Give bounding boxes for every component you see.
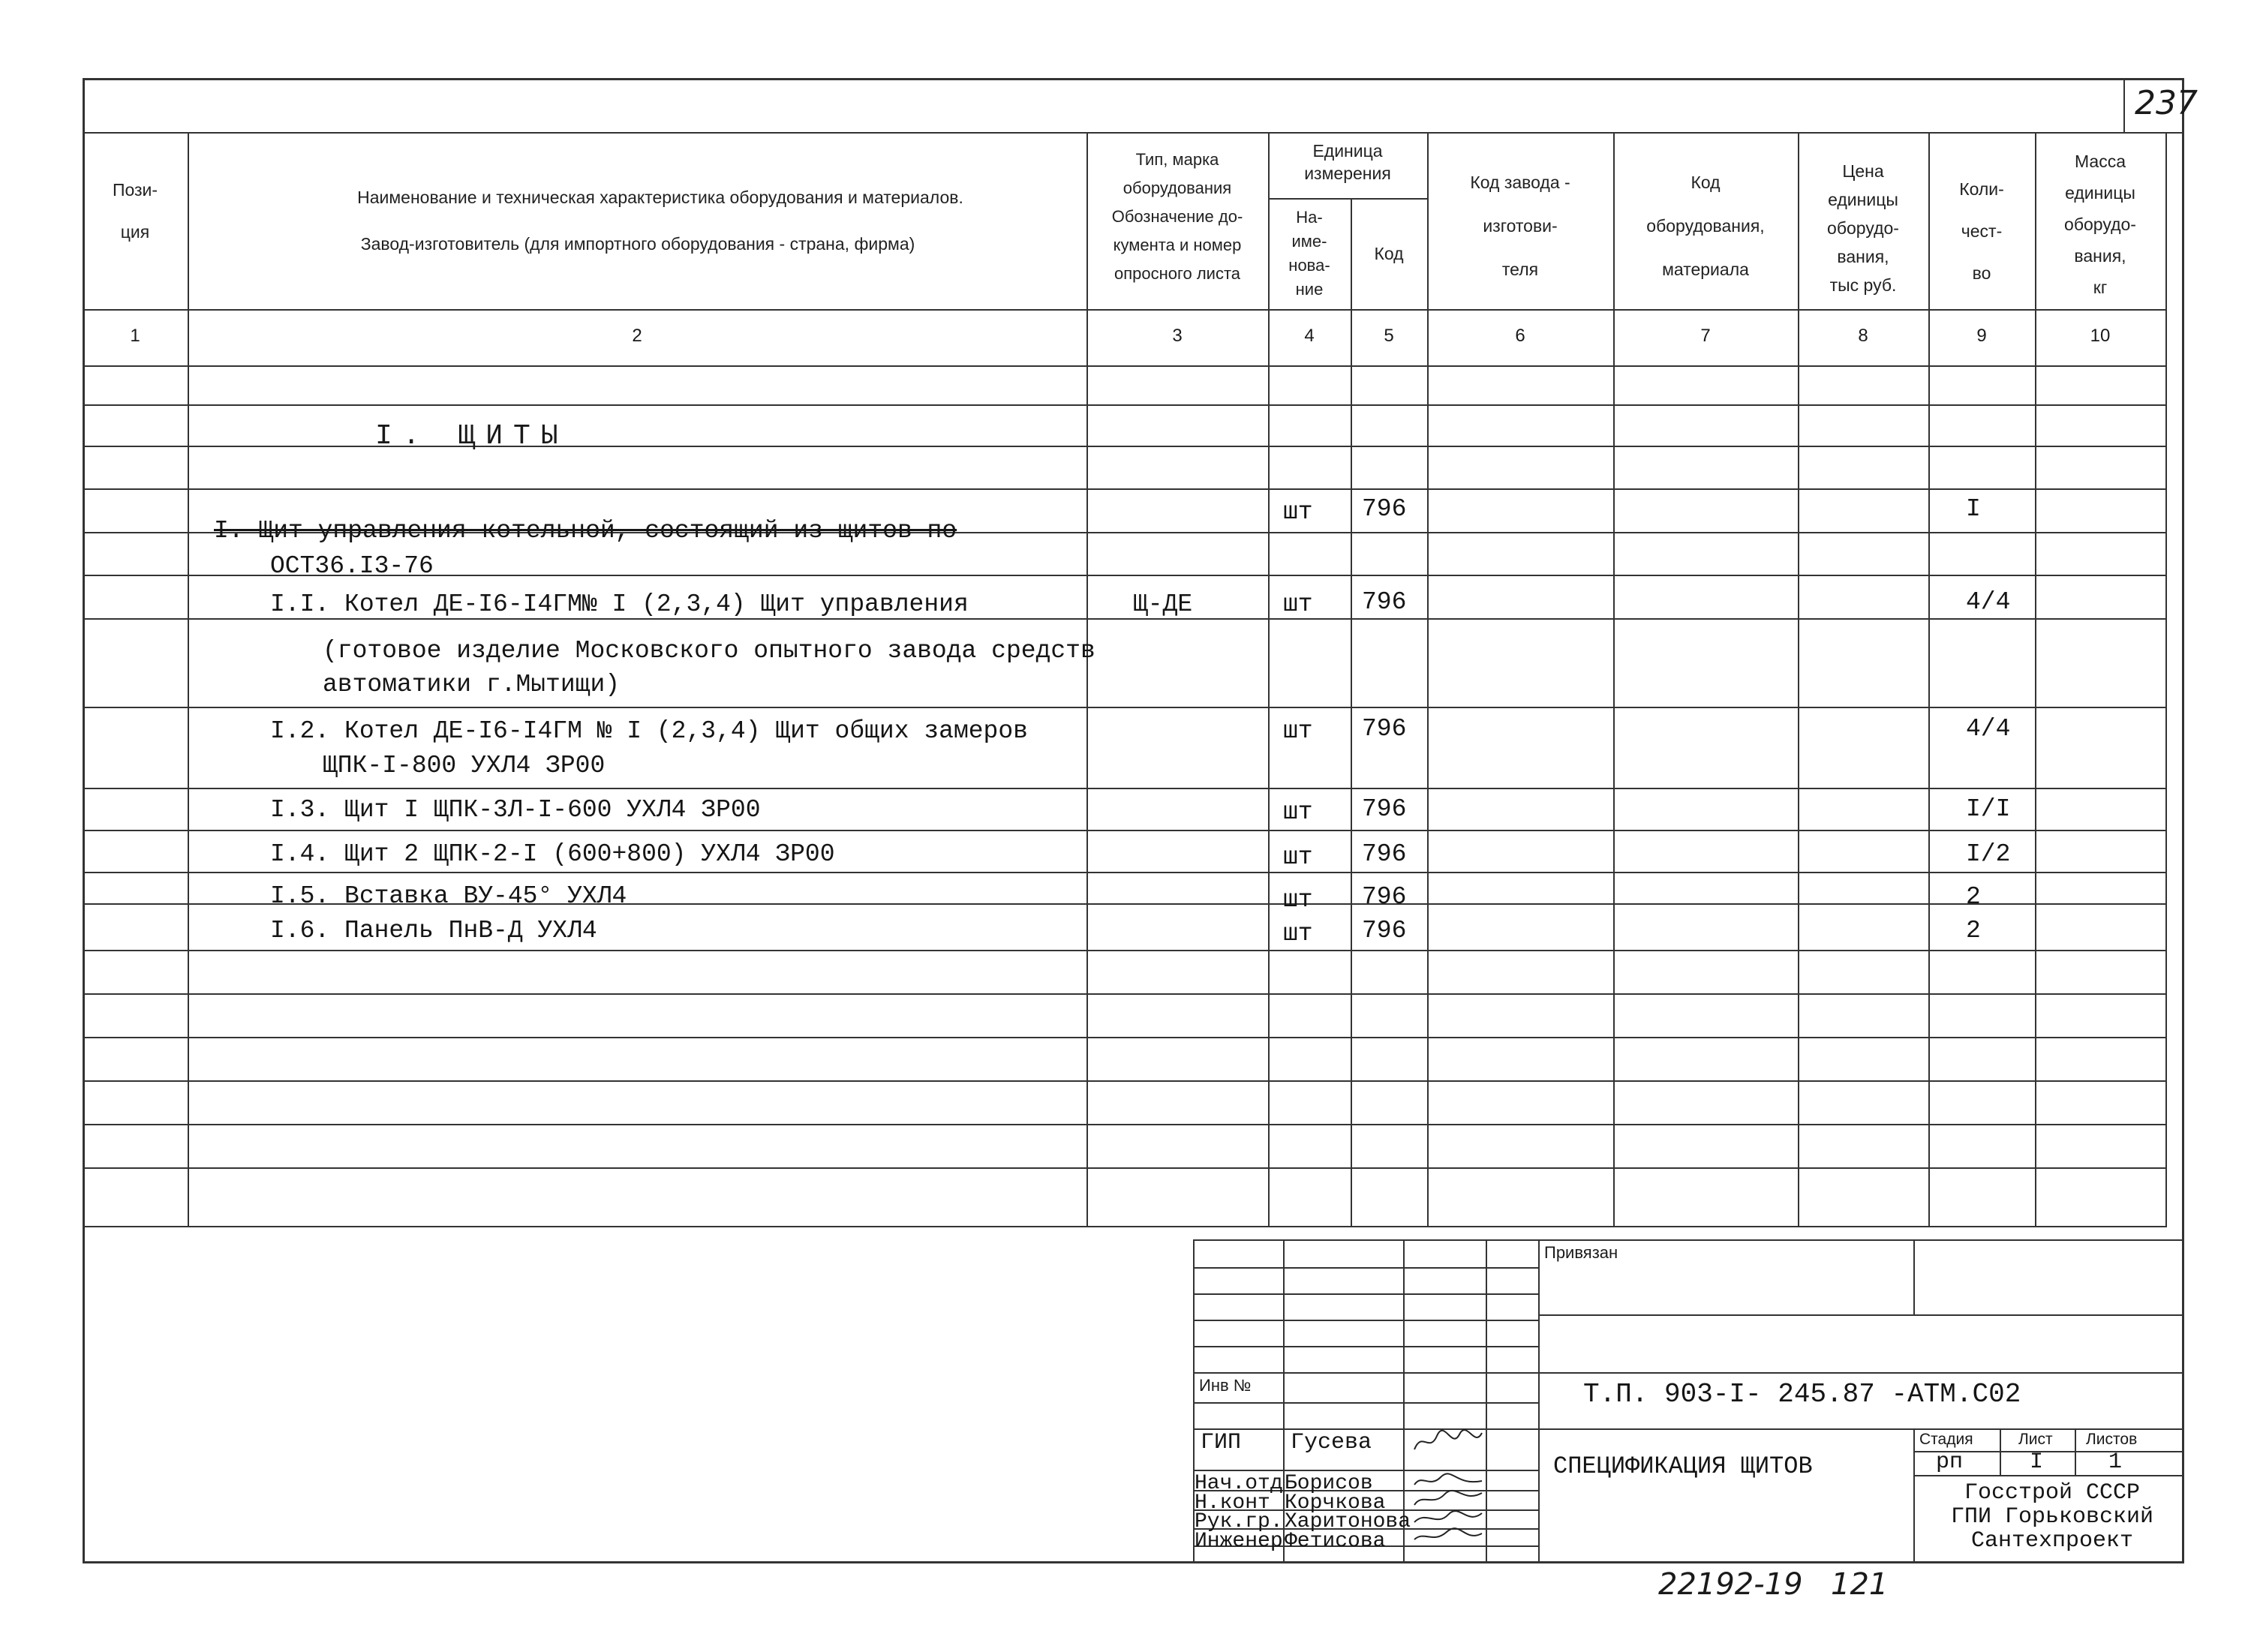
row-1-1-type: Щ-ДЕ xyxy=(1133,590,1193,618)
row-1-name-cont: ОСТ36.I3-76 xyxy=(270,552,434,580)
sheet-label: Лист xyxy=(2018,1431,2053,1448)
section-title: I. ЩИТЫ xyxy=(375,420,569,452)
row-1-1-name: I.I. Котел ДЕ-I6-I4ГМ№ I (2,3,4) Щит управления xyxy=(270,590,969,618)
row-1-6-name: I.6. Панель ПнВ-Д УХЛ4 xyxy=(270,917,597,945)
signature-fetisova xyxy=(1411,1526,1486,1548)
role-engineer: Инженер xyxy=(1195,1530,1283,1553)
row-1-2-name-cont: ЩПК-I-800 УХЛ4 ЗР00 xyxy=(323,752,606,779)
row-1-1-unit: шт xyxy=(1283,590,1313,618)
row-1-2-name: I.2. Котел ДЕ-I6-I4ГМ № I (2,3,4) Щит общих замеров xyxy=(270,717,1028,745)
row-1-3-code: 796 xyxy=(1362,795,1407,823)
header-name: Наименование и техническая характеристика оборудования и материалов. Завод-изготовитель (для импортного оборудования - страна, фирма) xyxy=(357,188,963,254)
row-1-1-name-cont: (готовое изделие Московского опытного завода средств xyxy=(323,637,1095,665)
row-1-name: I. Щит управления котельной, состоящий из щитов по xyxy=(214,517,957,545)
row-1-unit: шт xyxy=(1283,498,1313,526)
row-1-5-name: I.5. Вставка ВУ-45° УХЛ4 xyxy=(270,882,627,910)
column-number: 10 xyxy=(2090,326,2111,346)
column-number: 3 xyxy=(1172,326,1183,346)
row-1-4-qty: I/2 xyxy=(1966,840,2011,868)
role-nach-otd: Нач.отд xyxy=(1195,1472,1283,1495)
column-number: 6 xyxy=(1515,326,1525,346)
role-gip: ГИП xyxy=(1201,1430,1242,1455)
header-type: Тип, марка оборудования Обозначение до- кумента и номер опросного листа xyxy=(1111,150,1243,283)
name-korchkova: Корчкова xyxy=(1285,1491,1386,1515)
row-1-2-unit: шт xyxy=(1283,717,1313,745)
row-1-1-name-cont2: автоматики г.Мытищи) xyxy=(323,671,621,698)
header-unit: Единица измерения xyxy=(1304,141,1391,183)
row-1-6-unit: шт xyxy=(1283,920,1313,948)
name-fetisova: Фетисова xyxy=(1285,1530,1386,1553)
row-1-6-code: 796 xyxy=(1362,917,1407,945)
header-unit-code: Код xyxy=(1374,244,1404,263)
row-1-4-name: I.4. Щит 2 ЩПК-2-I (600+800) УХЛ4 ЗР00 xyxy=(270,840,835,868)
header-equipment-code: Код оборудования, материала xyxy=(1646,173,1765,279)
row-1-code: 796 xyxy=(1362,495,1407,523)
sheets-label: Листов xyxy=(2086,1431,2138,1448)
page-number: 237 xyxy=(2135,84,2198,122)
row-1-3-qty: I/I xyxy=(1966,795,2011,823)
column-number: 7 xyxy=(1700,326,1711,346)
archive-number: 22192-19 xyxy=(1658,1567,1803,1602)
column-number: 9 xyxy=(1976,326,1987,346)
row-1-qty: I xyxy=(1966,495,1981,523)
organization: Госстрой СССР ГПИ Горьковский Сантехпроект xyxy=(1950,1480,2154,1554)
row-1-4-code: 796 xyxy=(1362,840,1407,868)
row-1-3-name: I.3. Щит I ЩПК-3Л-I-600 УХЛ4 ЗР00 xyxy=(270,796,761,824)
header-factory-code: Код завода - изготови- теля xyxy=(1470,173,1570,279)
header-position: Пози- ция xyxy=(112,180,158,242)
header-unit-name: На- име- нова- ние xyxy=(1288,208,1330,299)
row-1-1-code: 796 xyxy=(1362,588,1407,616)
archive-number-2: 121 xyxy=(1831,1567,1889,1602)
row-1-5-code: 796 xyxy=(1362,883,1407,911)
row-1-5-qty: 2 xyxy=(1966,883,1981,911)
name-guseva: Гусева xyxy=(1291,1430,1372,1455)
row-1-5-unit: шт xyxy=(1283,886,1313,914)
stage-value: рп xyxy=(1936,1449,1964,1475)
sheet-value: I xyxy=(2030,1449,2044,1475)
name-haritonova: Харитонова xyxy=(1285,1510,1411,1533)
header-mass: Масса единицы оборудо- вания, кг xyxy=(2064,152,2136,297)
column-number: 5 xyxy=(1384,326,1394,346)
header-quantity: Коли- чест- во xyxy=(1959,179,2004,283)
row-1-6-qty: 2 xyxy=(1966,917,1981,945)
header-price: Цена единицы оборудо- вания, тыс руб. xyxy=(1827,161,1899,295)
row-1-2-qty: 4/4 xyxy=(1966,715,2011,743)
role-n-kont: Н.конт xyxy=(1195,1491,1270,1515)
document-code: Т.П. 903-I- 245.87 -АТМ.С02 xyxy=(1583,1379,2021,1410)
signature-guseva xyxy=(1411,1427,1486,1457)
privyazan-label: Привязан xyxy=(1544,1243,1618,1262)
row-1-3-unit: шт xyxy=(1283,798,1313,826)
document-title: СПЕЦИФИКАЦИЯ ЩИТОВ xyxy=(1553,1452,1813,1480)
role-ruk-gr: Рук.гр. xyxy=(1195,1510,1283,1533)
name-borisov: Борисов xyxy=(1285,1472,1373,1495)
column-number: 2 xyxy=(632,326,642,346)
column-number: 8 xyxy=(1858,326,1868,346)
stage-label: Стадия xyxy=(1919,1431,1973,1448)
row-1-1-qty: 4/4 xyxy=(1966,588,2011,616)
column-number: 4 xyxy=(1304,326,1315,346)
row-1-4-unit: шт xyxy=(1283,843,1313,871)
row-1-2-code: 796 xyxy=(1362,715,1407,743)
sheets-value: 1 xyxy=(2108,1449,2123,1475)
drawing-sheet xyxy=(83,78,2198,1602)
inv-number-label: Инв № xyxy=(1199,1376,1252,1395)
column-number: 1 xyxy=(130,326,140,346)
